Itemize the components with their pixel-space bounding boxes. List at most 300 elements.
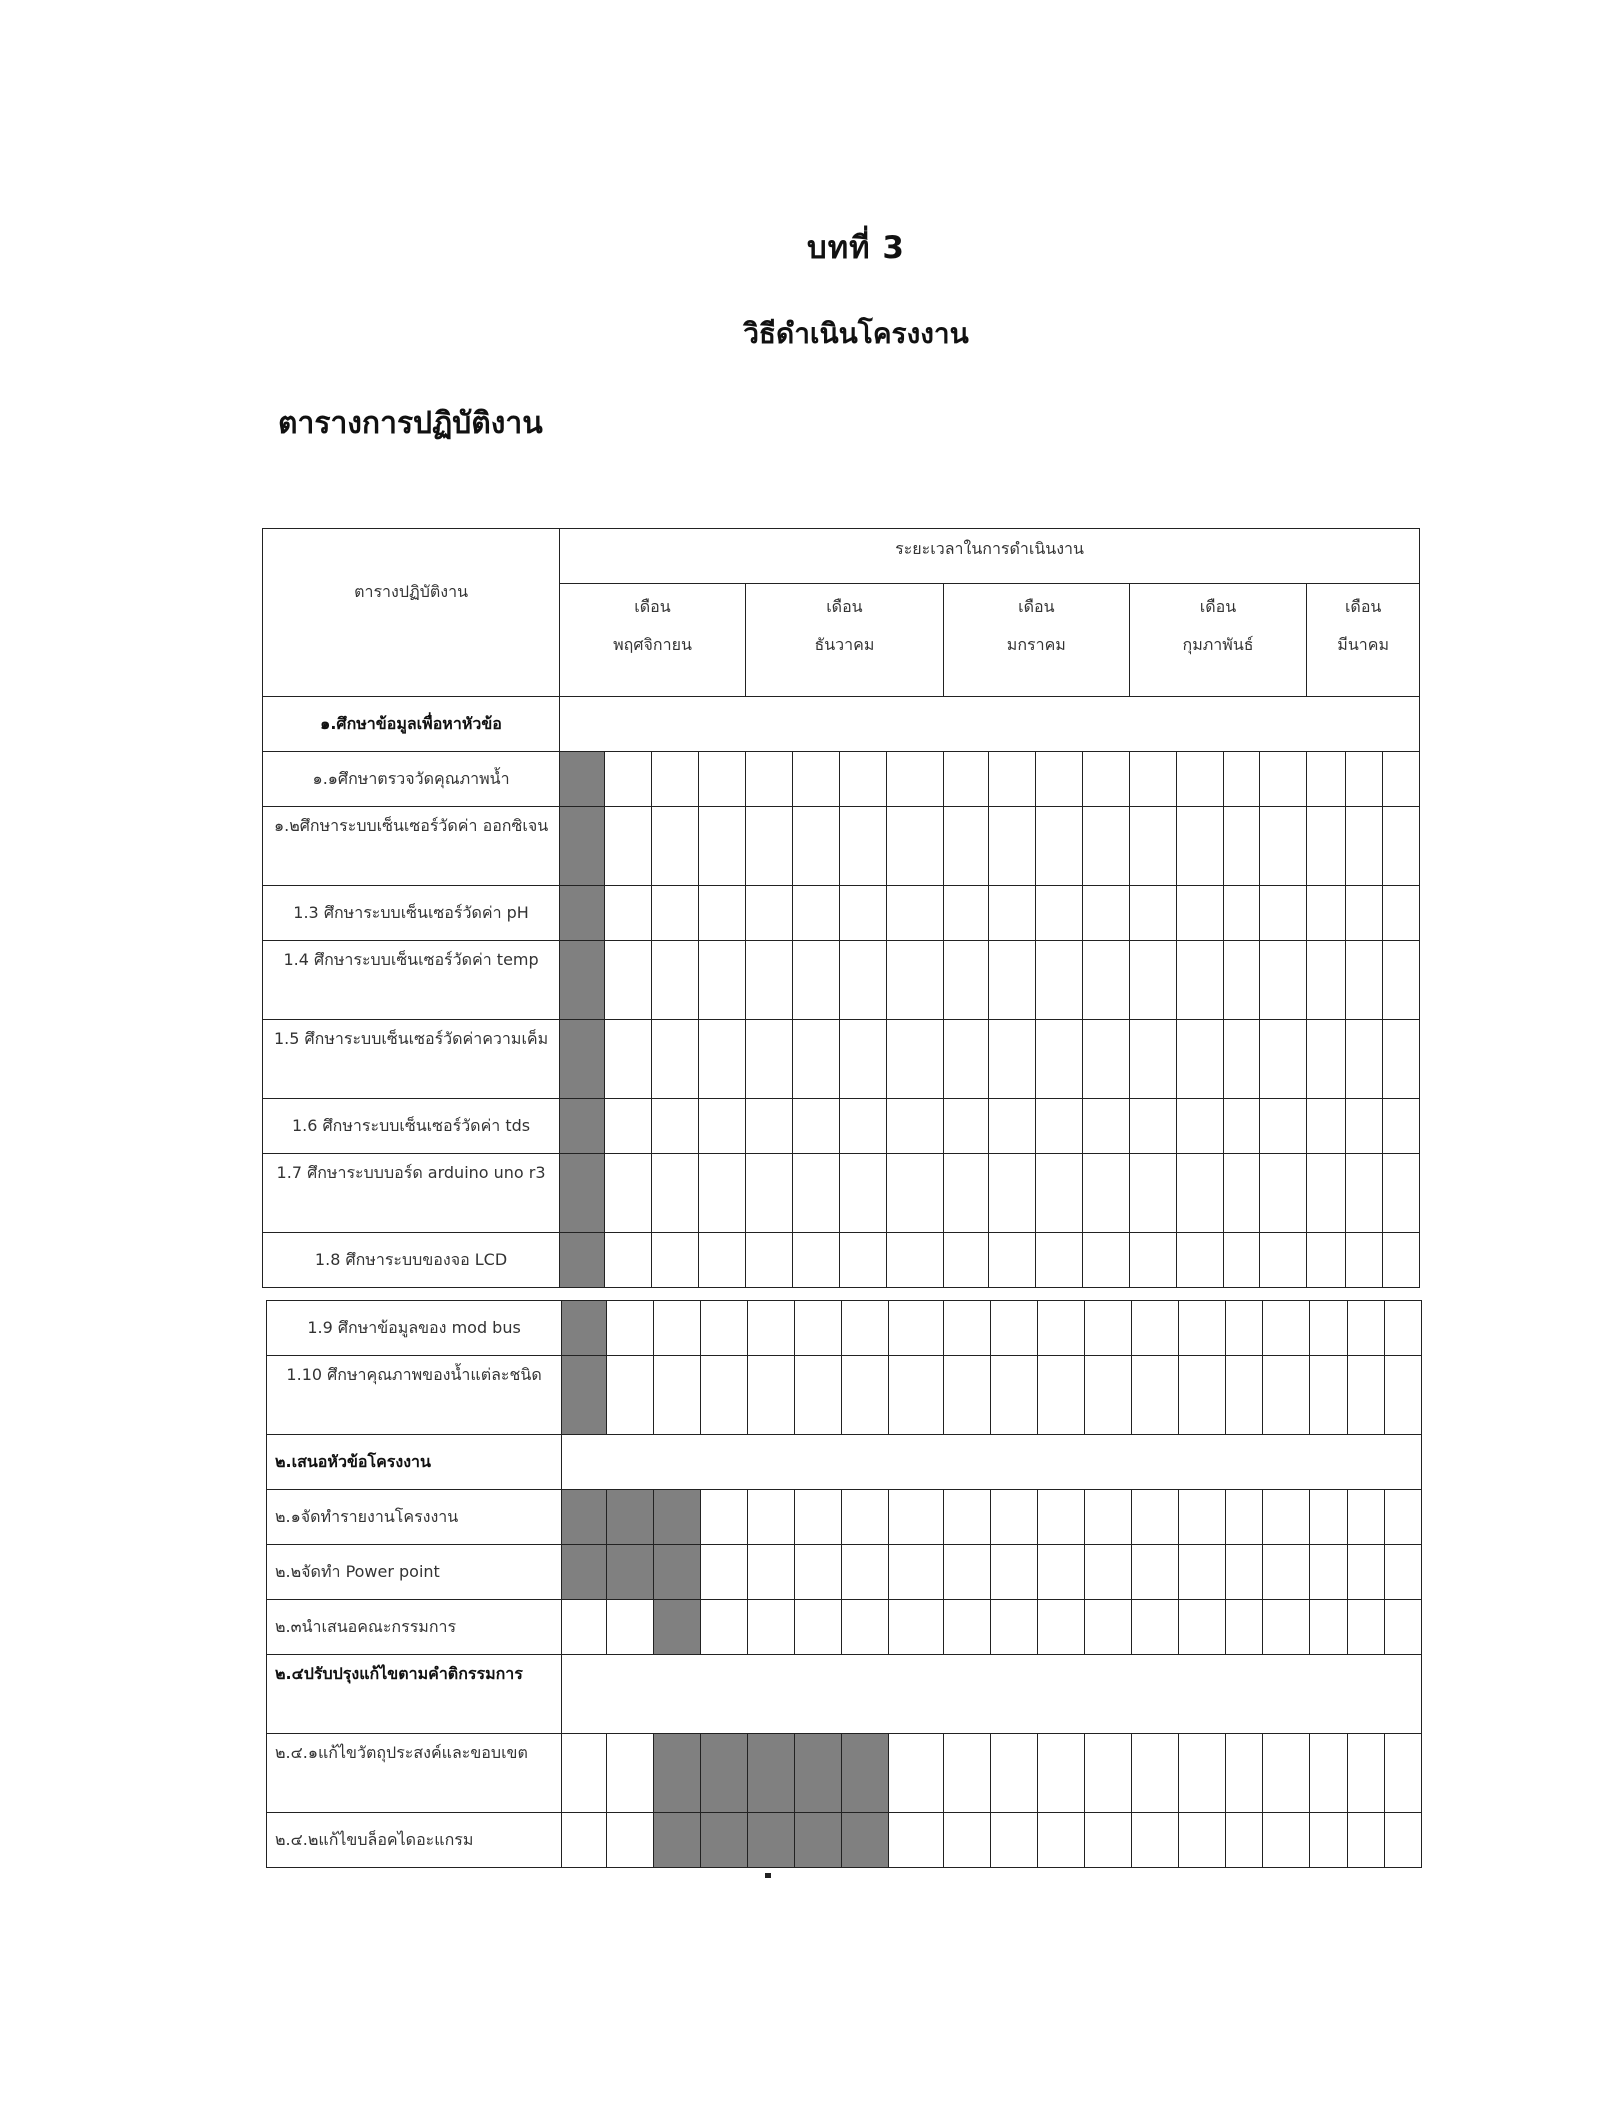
week-cell bbox=[1037, 1356, 1084, 1435]
week-cell bbox=[1309, 1734, 1348, 1813]
task-label: 1.7 ศึกษาระบบบอร์ด arduino uno r3 bbox=[263, 1154, 560, 1233]
task-column-header-text: ตารางปฏิบัติงาน bbox=[354, 581, 469, 601]
week-cell bbox=[1131, 1545, 1178, 1600]
week-cell bbox=[1129, 941, 1176, 1020]
week-cell bbox=[944, 1490, 991, 1545]
week-cell bbox=[651, 1154, 698, 1233]
week-cell bbox=[562, 1813, 607, 1868]
week-cell bbox=[1035, 1099, 1082, 1154]
week-cell-filled bbox=[560, 752, 605, 807]
week-cell-filled bbox=[794, 1813, 841, 1868]
week-cell bbox=[794, 1490, 841, 1545]
week-cell bbox=[1035, 807, 1082, 886]
week-cell-filled bbox=[607, 1545, 654, 1600]
week-cell-filled bbox=[560, 1233, 605, 1288]
week-cell bbox=[700, 1600, 747, 1655]
week-cell bbox=[1084, 1301, 1131, 1356]
week-cell bbox=[698, 807, 745, 886]
week-cell bbox=[1382, 886, 1419, 941]
task-group-label: ๒.เสนอหัวข้อโครงงาน bbox=[267, 1435, 562, 1490]
week-cell bbox=[1348, 1600, 1385, 1655]
week-cell bbox=[745, 1099, 792, 1154]
week-cell bbox=[651, 1020, 698, 1099]
week-cell bbox=[1223, 1233, 1260, 1288]
week-cell bbox=[651, 1233, 698, 1288]
week-cell bbox=[1382, 807, 1419, 886]
week-cell bbox=[1307, 886, 1346, 941]
week-cell bbox=[607, 1813, 654, 1868]
task-label: ๒.๔.๑แก้ไขวัตถุประสงค์และขอบเขต bbox=[267, 1734, 562, 1813]
week-cell bbox=[1348, 1356, 1385, 1435]
task-label: ๒.๓นำเสนอคณะกรรมการ bbox=[267, 1600, 562, 1655]
week-cell-filled bbox=[562, 1545, 607, 1600]
page-mark bbox=[765, 1873, 771, 1878]
week-cell bbox=[794, 1301, 841, 1356]
week-cell bbox=[1348, 1490, 1385, 1545]
week-cell bbox=[1035, 1154, 1082, 1233]
month-header-line1: เดือน bbox=[1018, 597, 1055, 616]
week-cell bbox=[886, 886, 943, 941]
group-timeline-cell bbox=[562, 1435, 1422, 1490]
week-cell bbox=[562, 1600, 607, 1655]
task-label: ๒.๑จัดทำรายงานโครงงาน bbox=[267, 1490, 562, 1545]
week-cell bbox=[943, 941, 988, 1020]
week-cell bbox=[1035, 941, 1082, 1020]
week-cell bbox=[1129, 1099, 1176, 1154]
week-cell bbox=[1348, 1813, 1385, 1868]
week-cell bbox=[990, 1734, 1037, 1813]
week-cell bbox=[1225, 1356, 1262, 1435]
week-cell bbox=[1176, 1233, 1223, 1288]
week-cell bbox=[839, 886, 886, 941]
week-cell bbox=[1262, 1600, 1309, 1655]
week-cell bbox=[607, 1600, 654, 1655]
schedule-table-part-1 bbox=[262, 528, 1420, 1288]
chapter-title: บทที่ 3 bbox=[807, 230, 905, 266]
week-cell bbox=[886, 1233, 943, 1288]
week-cell bbox=[1225, 1301, 1262, 1356]
week-cell bbox=[651, 886, 698, 941]
week-cell bbox=[944, 1301, 991, 1356]
week-cell bbox=[1307, 807, 1346, 886]
week-cell-filled bbox=[560, 807, 605, 886]
week-cell bbox=[1382, 1154, 1419, 1233]
week-cell bbox=[888, 1734, 943, 1813]
week-cell bbox=[745, 941, 792, 1020]
week-cell bbox=[1385, 1356, 1422, 1435]
week-cell bbox=[1260, 1233, 1307, 1288]
week-cell bbox=[1309, 1545, 1348, 1600]
week-cell bbox=[792, 1020, 839, 1099]
week-cell bbox=[1082, 941, 1129, 1020]
week-cell bbox=[607, 1734, 654, 1813]
table-header-row bbox=[263, 529, 1420, 584]
month-header bbox=[745, 584, 943, 697]
week-cell bbox=[886, 1154, 943, 1233]
week-cell-filled bbox=[562, 1301, 607, 1356]
week-cell bbox=[1178, 1734, 1225, 1813]
week-cell bbox=[944, 1813, 991, 1868]
week-cell bbox=[1223, 941, 1260, 1020]
week-cell bbox=[1262, 1356, 1309, 1435]
week-cell bbox=[651, 752, 698, 807]
week-cell bbox=[1131, 1813, 1178, 1868]
month-header-line1: เดือน bbox=[634, 597, 671, 616]
week-cell-filled bbox=[560, 886, 605, 941]
week-cell bbox=[794, 1356, 841, 1435]
week-cell bbox=[1084, 1734, 1131, 1813]
week-cell bbox=[562, 1734, 607, 1813]
week-cell bbox=[1307, 1154, 1346, 1233]
task-row bbox=[267, 1734, 1422, 1813]
task-row bbox=[263, 886, 1420, 941]
week-cell-filled bbox=[560, 941, 605, 1020]
week-cell bbox=[794, 1600, 841, 1655]
week-cell bbox=[698, 1020, 745, 1099]
month-header-line2: ธันวาคม bbox=[814, 635, 875, 654]
week-cell bbox=[888, 1545, 943, 1600]
week-cell bbox=[1260, 941, 1307, 1020]
week-cell bbox=[1223, 1099, 1260, 1154]
week-cell bbox=[1035, 752, 1082, 807]
week-cell bbox=[990, 1356, 1037, 1435]
week-cell bbox=[1129, 1154, 1176, 1233]
week-cell bbox=[1385, 1600, 1422, 1655]
week-cell bbox=[839, 752, 886, 807]
task-group-label: ๑.ศึกษาข้อมูลเพื่อหาหัวข้อ bbox=[263, 697, 560, 752]
task-label: 1.8 ศึกษาระบบของจอ LCD bbox=[263, 1233, 560, 1288]
week-cell bbox=[1082, 807, 1129, 886]
week-cell bbox=[943, 1233, 988, 1288]
week-cell bbox=[1260, 1020, 1307, 1099]
week-cell bbox=[1307, 941, 1346, 1020]
week-cell-filled bbox=[794, 1734, 841, 1813]
week-cell bbox=[700, 1356, 747, 1435]
week-cell bbox=[1307, 1099, 1346, 1154]
chapter-subtitle: วิธีดำเนินโครงงาน bbox=[743, 317, 969, 350]
week-cell bbox=[888, 1600, 943, 1655]
task-group-row bbox=[267, 1655, 1422, 1734]
week-cell bbox=[1346, 807, 1383, 886]
week-cell-filled bbox=[747, 1734, 794, 1813]
week-cell bbox=[1307, 1020, 1346, 1099]
task-row bbox=[263, 1099, 1420, 1154]
week-cell bbox=[944, 1600, 991, 1655]
week-cell bbox=[1223, 1154, 1260, 1233]
week-cell bbox=[1176, 1099, 1223, 1154]
week-cell bbox=[605, 807, 652, 886]
week-cell bbox=[988, 941, 1035, 1020]
week-cell bbox=[700, 1301, 747, 1356]
week-cell bbox=[747, 1356, 794, 1435]
week-cell bbox=[1346, 1154, 1383, 1233]
task-row bbox=[267, 1490, 1422, 1545]
task-row bbox=[263, 807, 1420, 886]
week-cell bbox=[1382, 1020, 1419, 1099]
week-cell bbox=[1084, 1813, 1131, 1868]
task-row bbox=[267, 1813, 1422, 1868]
week-cell-filled bbox=[700, 1813, 747, 1868]
week-cell bbox=[1385, 1490, 1422, 1545]
month-header bbox=[560, 584, 746, 697]
week-cell bbox=[792, 752, 839, 807]
week-cell bbox=[990, 1600, 1037, 1655]
task-label: 1.5 ศึกษาระบบเซ็นเซอร์วัดค่าความเค็ม bbox=[263, 1020, 560, 1099]
week-cell-filled bbox=[841, 1813, 888, 1868]
week-cell-filled bbox=[747, 1813, 794, 1868]
week-cell bbox=[1084, 1356, 1131, 1435]
week-cell bbox=[605, 1020, 652, 1099]
week-cell bbox=[943, 752, 988, 807]
week-cell bbox=[747, 1490, 794, 1545]
week-cell-filled bbox=[654, 1600, 701, 1655]
week-cell bbox=[1178, 1301, 1225, 1356]
week-cell bbox=[839, 1233, 886, 1288]
week-cell bbox=[1382, 941, 1419, 1020]
task-label: ๒.๒จัดทำ Power point bbox=[267, 1545, 562, 1600]
week-cell bbox=[888, 1301, 943, 1356]
task-label: ๒.๔.๒แก้ไขบล็อคไดอะแกรม bbox=[267, 1813, 562, 1868]
week-cell bbox=[792, 1233, 839, 1288]
week-cell bbox=[698, 752, 745, 807]
week-cell bbox=[1037, 1490, 1084, 1545]
week-cell bbox=[698, 886, 745, 941]
week-cell bbox=[1309, 1356, 1348, 1435]
schedule-table-part-2 bbox=[266, 1300, 1422, 1868]
week-cell bbox=[1225, 1734, 1262, 1813]
task-row bbox=[263, 752, 1420, 807]
week-cell bbox=[1309, 1600, 1348, 1655]
task-column-header bbox=[263, 529, 560, 697]
week-cell bbox=[1385, 1734, 1422, 1813]
week-cell bbox=[841, 1301, 888, 1356]
week-cell bbox=[605, 752, 652, 807]
week-cell bbox=[988, 1020, 1035, 1099]
week-cell bbox=[988, 752, 1035, 807]
week-cell bbox=[888, 1490, 943, 1545]
week-cell bbox=[1035, 1233, 1082, 1288]
week-cell bbox=[1385, 1301, 1422, 1356]
week-cell bbox=[943, 1099, 988, 1154]
week-cell-filled bbox=[560, 1020, 605, 1099]
week-cell bbox=[1178, 1813, 1225, 1868]
week-cell bbox=[1262, 1734, 1309, 1813]
week-cell bbox=[841, 1545, 888, 1600]
week-cell bbox=[1262, 1545, 1309, 1600]
week-cell bbox=[700, 1490, 747, 1545]
week-cell bbox=[1223, 1020, 1260, 1099]
week-cell bbox=[1131, 1490, 1178, 1545]
week-cell bbox=[651, 1099, 698, 1154]
week-cell bbox=[839, 1154, 886, 1233]
week-cell bbox=[1084, 1545, 1131, 1600]
week-cell bbox=[1348, 1545, 1385, 1600]
week-cell bbox=[886, 1099, 943, 1154]
week-cell bbox=[745, 1233, 792, 1288]
week-cell bbox=[1260, 752, 1307, 807]
week-cell bbox=[747, 1545, 794, 1600]
task-label: 1.10 ศึกษาคุณภาพของน้ำแต่ละชนิด bbox=[267, 1356, 562, 1435]
week-cell-filled bbox=[654, 1490, 701, 1545]
week-cell bbox=[1129, 807, 1176, 886]
week-cell bbox=[990, 1813, 1037, 1868]
task-row bbox=[263, 941, 1420, 1020]
week-cell bbox=[605, 1099, 652, 1154]
week-cell bbox=[654, 1301, 701, 1356]
week-cell bbox=[1348, 1734, 1385, 1813]
task-row bbox=[267, 1600, 1422, 1655]
week-cell bbox=[1082, 1154, 1129, 1233]
week-cell bbox=[1260, 886, 1307, 941]
week-cell bbox=[745, 1020, 792, 1099]
week-cell bbox=[944, 1734, 991, 1813]
week-cell bbox=[1129, 1233, 1176, 1288]
week-cell bbox=[792, 886, 839, 941]
month-header-line1: เดือน bbox=[1344, 597, 1382, 616]
week-cell bbox=[1348, 1301, 1385, 1356]
month-header-line2: กุมภาพันธ์ bbox=[1182, 635, 1254, 654]
week-cell bbox=[841, 1600, 888, 1655]
week-cell bbox=[1037, 1813, 1084, 1868]
week-cell-filled bbox=[654, 1545, 701, 1600]
week-cell bbox=[1260, 1154, 1307, 1233]
week-cell bbox=[745, 886, 792, 941]
week-cell bbox=[1225, 1490, 1262, 1545]
week-cell bbox=[1131, 1356, 1178, 1435]
week-cell-filled bbox=[654, 1734, 701, 1813]
week-cell bbox=[1176, 941, 1223, 1020]
week-cell bbox=[1129, 1020, 1176, 1099]
week-cell bbox=[1260, 1099, 1307, 1154]
week-cell bbox=[605, 1154, 652, 1233]
task-group-row bbox=[267, 1435, 1422, 1490]
week-cell bbox=[1262, 1490, 1309, 1545]
week-cell bbox=[1382, 752, 1419, 807]
month-header bbox=[1307, 584, 1420, 697]
week-cell bbox=[1176, 1154, 1223, 1233]
week-cell bbox=[605, 941, 652, 1020]
week-cell bbox=[1131, 1301, 1178, 1356]
week-cell-filled bbox=[562, 1356, 607, 1435]
week-cell bbox=[747, 1301, 794, 1356]
task-group-label: ๒.๔ปรับปรุงแก้ไขตามคำติกรรมการ bbox=[267, 1655, 562, 1734]
week-cell bbox=[1176, 886, 1223, 941]
week-cell bbox=[1084, 1490, 1131, 1545]
week-cell bbox=[1037, 1600, 1084, 1655]
task-row bbox=[263, 1020, 1420, 1099]
week-cell bbox=[794, 1545, 841, 1600]
week-cell bbox=[886, 807, 943, 886]
week-cell bbox=[1309, 1813, 1348, 1868]
week-cell bbox=[1037, 1301, 1084, 1356]
task-label: 1.4 ศึกษาระบบเซ็นเซอร์วัดค่า temp bbox=[263, 941, 560, 1020]
week-cell bbox=[1129, 752, 1176, 807]
week-cell bbox=[841, 1356, 888, 1435]
week-cell bbox=[1131, 1600, 1178, 1655]
week-cell bbox=[698, 941, 745, 1020]
week-cell bbox=[1309, 1301, 1348, 1356]
month-header-line2: มีนาคม bbox=[1337, 635, 1390, 654]
task-label: ๑.๒ศึกษาระบบเซ็นเซอร์วัดค่า ออกซิเจน bbox=[263, 807, 560, 886]
week-cell bbox=[943, 886, 988, 941]
task-label: 1.6 ศึกษาระบบเซ็นเซอร์วัดค่า tds bbox=[263, 1099, 560, 1154]
week-cell bbox=[943, 1154, 988, 1233]
week-cell bbox=[792, 1154, 839, 1233]
week-cell bbox=[605, 886, 652, 941]
week-cell bbox=[1307, 1233, 1346, 1288]
week-cell bbox=[988, 1233, 1035, 1288]
section-title: ตารางการปฏิบัติงาน bbox=[278, 406, 543, 441]
week-cell bbox=[1129, 886, 1176, 941]
month-header-line1: เดือน bbox=[826, 597, 863, 616]
group-timeline-cell bbox=[562, 1655, 1422, 1734]
task-group-row bbox=[263, 697, 1420, 752]
week-cell bbox=[1346, 1020, 1383, 1099]
week-cell bbox=[700, 1545, 747, 1600]
week-cell bbox=[1225, 1545, 1262, 1600]
week-cell bbox=[1176, 752, 1223, 807]
week-cell-filled bbox=[607, 1490, 654, 1545]
week-cell bbox=[605, 1233, 652, 1288]
week-cell bbox=[792, 1099, 839, 1154]
task-row bbox=[263, 1154, 1420, 1233]
week-cell bbox=[1223, 886, 1260, 941]
week-cell bbox=[1346, 941, 1383, 1020]
week-cell bbox=[886, 941, 943, 1020]
week-cell bbox=[745, 807, 792, 886]
week-cell bbox=[607, 1301, 654, 1356]
week-cell bbox=[1385, 1813, 1422, 1868]
week-cell bbox=[839, 1020, 886, 1099]
group-timeline-cell bbox=[560, 697, 1420, 752]
week-cell bbox=[944, 1545, 991, 1600]
week-cell bbox=[943, 807, 988, 886]
week-cell bbox=[1178, 1490, 1225, 1545]
week-cell bbox=[1382, 1099, 1419, 1154]
week-cell-filled bbox=[560, 1154, 605, 1233]
week-cell bbox=[792, 941, 839, 1020]
week-cell bbox=[698, 1099, 745, 1154]
week-cell-filled bbox=[562, 1490, 607, 1545]
week-cell bbox=[651, 941, 698, 1020]
task-row bbox=[267, 1356, 1422, 1435]
week-cell bbox=[886, 752, 943, 807]
week-cell bbox=[988, 807, 1035, 886]
week-cell bbox=[1382, 1233, 1419, 1288]
week-cell bbox=[745, 1154, 792, 1233]
week-cell bbox=[1176, 1020, 1223, 1099]
week-cell bbox=[1346, 1233, 1383, 1288]
week-cell bbox=[841, 1490, 888, 1545]
month-header bbox=[943, 584, 1129, 697]
week-cell bbox=[1385, 1545, 1422, 1600]
week-cell bbox=[990, 1301, 1037, 1356]
period-header: ระยะเวลาในการดำเนินงาน bbox=[560, 529, 1420, 584]
week-cell bbox=[1035, 1020, 1082, 1099]
week-cell bbox=[943, 1020, 988, 1099]
week-cell bbox=[988, 1099, 1035, 1154]
week-cell bbox=[1131, 1734, 1178, 1813]
week-cell bbox=[1262, 1813, 1309, 1868]
week-cell bbox=[839, 941, 886, 1020]
week-cell bbox=[888, 1356, 943, 1435]
task-row bbox=[263, 1233, 1420, 1288]
week-cell bbox=[839, 1099, 886, 1154]
week-cell bbox=[1035, 886, 1082, 941]
week-cell bbox=[1178, 1545, 1225, 1600]
week-cell bbox=[1260, 807, 1307, 886]
week-cell bbox=[1176, 807, 1223, 886]
